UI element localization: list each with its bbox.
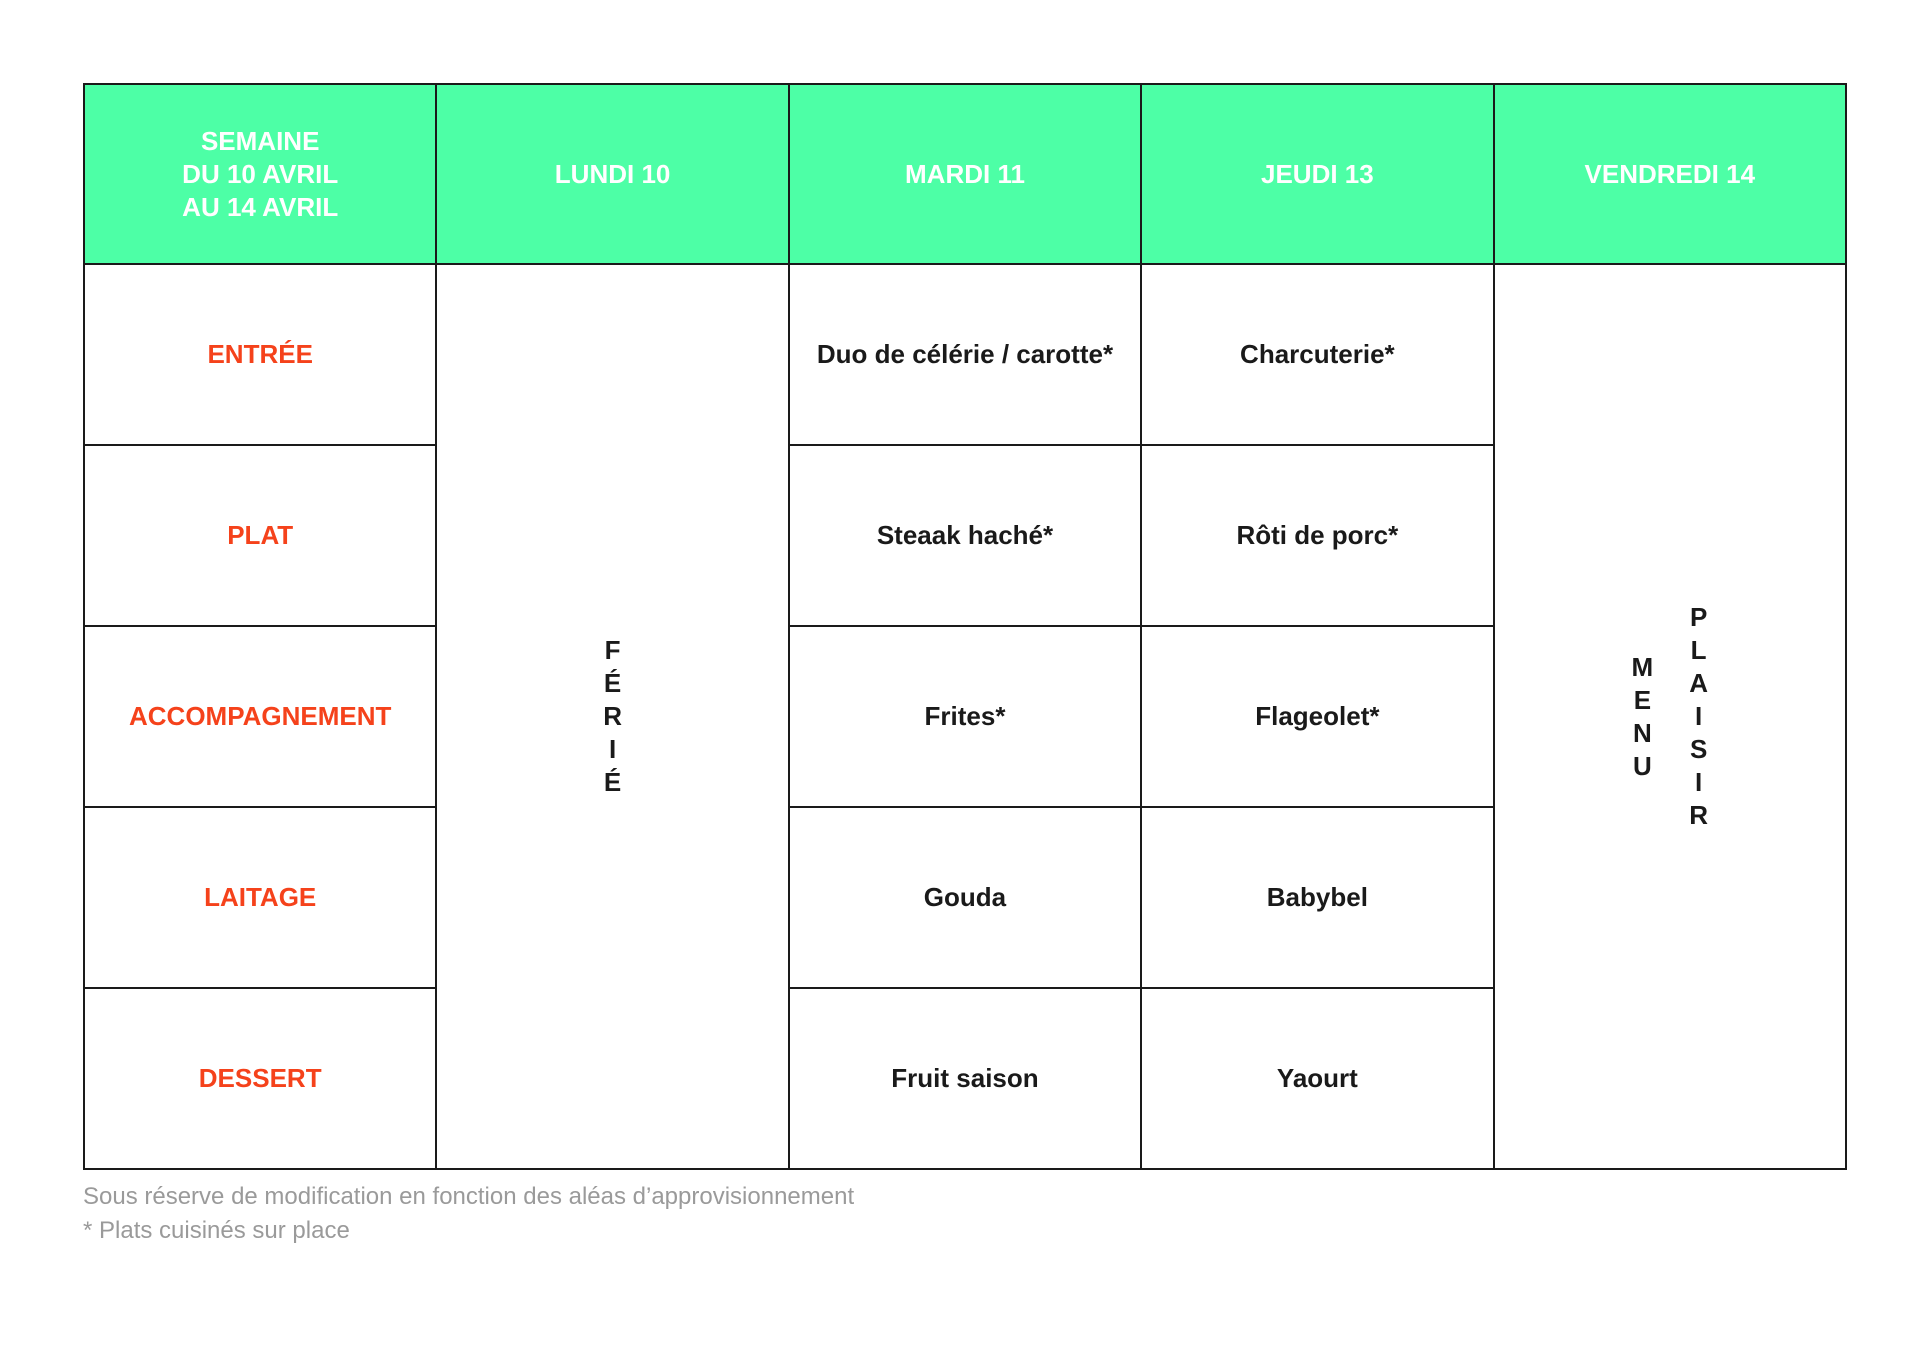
week-line-1: SEMAINE: [200, 125, 320, 156]
day-header-vendredi: VENDREDI 14: [1494, 84, 1846, 264]
menu-vertical-text: [1632, 651, 1654, 783]
ferie-vertical-text: [603, 634, 622, 799]
footnotes: [83, 1180, 854, 1248]
vendredi-menu-plaisir-cell: [1494, 264, 1846, 1169]
week-line-3: AU 14 AVRIL: [182, 191, 339, 222]
jeudi-accompagnement: Flageolet*: [1141, 626, 1493, 807]
vertical-letter: É: [603, 767, 622, 797]
week-line-2: DU 10 AVRIL: [182, 158, 339, 189]
vertical-letter: I: [1694, 701, 1703, 731]
day-header-jeudi: JEUDI 13: [1141, 84, 1493, 264]
header-row: [84, 84, 1846, 264]
table-row: [84, 264, 1846, 445]
menu-table: [83, 83, 1847, 1170]
day-header-mardi: MARDI 11: [789, 84, 1141, 264]
mardi-plat: Steaak haché*: [789, 445, 1141, 626]
vertical-letter: R: [1689, 800, 1708, 830]
mardi-accompagnement: Frites*: [789, 626, 1141, 807]
jeudi-plat: Rôti de porc*: [1141, 445, 1493, 626]
vertical-letter: É: [603, 668, 622, 698]
footnote-supply: Sous réserve de modification en fonction des aléas d’approvisionnement: [83, 1183, 855, 1210]
category-dessert: DESSERT: [84, 988, 436, 1169]
vertical-letter: L: [1690, 635, 1707, 665]
category-plat: PLAT: [84, 445, 436, 626]
vertical-letter: U: [1632, 750, 1652, 781]
day-header-lundi: LUNDI 10: [436, 84, 788, 264]
jeudi-entree: Charcuterie*: [1141, 264, 1493, 445]
vertical-letter: M: [1631, 651, 1654, 682]
mardi-dessert: Fruit saison: [789, 988, 1141, 1169]
mardi-laitage: Gouda: [789, 807, 1141, 988]
footnote-homemade: * Plats cuisinés sur place: [83, 1217, 350, 1244]
vertical-letter: I: [1694, 767, 1703, 797]
vertical-letter: P: [1689, 602, 1708, 632]
vertical-letter: R: [603, 701, 622, 731]
vertical-letter: E: [1633, 684, 1652, 715]
mardi-entree: Duo de célérie / carotte*: [789, 264, 1141, 445]
jeudi-laitage: Babybel: [1141, 807, 1493, 988]
plaisir-vertical-text: [1689, 601, 1708, 832]
vertical-letter: N: [1632, 717, 1652, 748]
jeudi-dessert: Yaourt: [1141, 988, 1493, 1169]
menu-plaisir: [1632, 601, 1708, 832]
vertical-letter: S: [1689, 734, 1708, 764]
vertical-letter: A: [1689, 668, 1708, 698]
category-accompagnement: ACCOMPAGNEMENT: [84, 626, 436, 807]
category-entree: ENTRÉE: [84, 264, 436, 445]
vertical-letter: F: [604, 635, 621, 665]
lundi-ferie-cell: [436, 264, 788, 1169]
vertical-letter: I: [608, 734, 617, 764]
category-laitage: LAITAGE: [84, 807, 436, 988]
week-header: [84, 84, 436, 264]
